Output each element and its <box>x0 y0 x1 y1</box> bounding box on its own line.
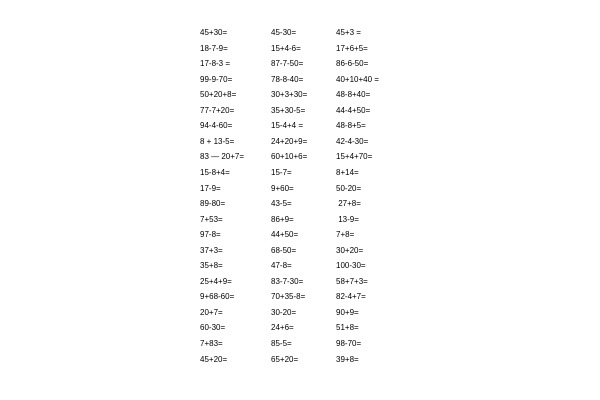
problem-right: 39+8= <box>336 354 359 364</box>
problem-right: 44-4+50= <box>336 105 371 115</box>
problem-right: 90+9= <box>336 307 359 317</box>
problem-middle: 30-20= <box>271 307 297 317</box>
problem-middle: 68-50= <box>271 245 297 255</box>
problem-row <box>0 337 600 351</box>
problem-left: 18-7-9= <box>200 43 228 53</box>
problem-right: 45+3 = <box>336 28 361 37</box>
problem-row <box>0 182 600 196</box>
problem-left: 37+3= <box>200 245 223 255</box>
problem-middle: 85-5= <box>271 339 292 348</box>
problem-left: 25+4+9= <box>200 276 232 286</box>
problem-left: 20+7= <box>200 307 223 317</box>
problem-row <box>0 150 600 164</box>
problem-middle: 70+35-8= <box>271 292 306 302</box>
problem-row <box>0 42 600 56</box>
problem-left: 9+68-60= <box>200 292 235 302</box>
problem-left: 8 + 13-5= <box>200 136 235 146</box>
problem-middle: 78-8-40= <box>271 74 304 84</box>
problem-left: 45+30= <box>200 28 228 37</box>
problem-left: 17-9= <box>200 183 221 193</box>
problem-right: 48-8+40= <box>336 90 371 100</box>
problem-row <box>0 290 600 304</box>
problem-middle: 35+30-5= <box>271 105 306 115</box>
problem-right: 86-6-50= <box>336 59 369 69</box>
problem-row <box>0 73 600 87</box>
problem-left: 97-8= <box>200 230 221 240</box>
problem-right: 13-9= <box>336 214 359 224</box>
problem-row <box>0 228 600 242</box>
problem-row <box>0 119 600 133</box>
problem-row <box>0 244 600 258</box>
problem-row <box>0 259 600 273</box>
problem-row <box>0 104 600 118</box>
problem-middle: 9+60= <box>271 183 294 193</box>
problem-row <box>0 135 600 149</box>
problem-row <box>0 166 600 180</box>
problem-right: 40+10+40 = <box>336 74 379 84</box>
problem-left: 94-4-60= <box>200 121 233 131</box>
problem-left: 83 — 20+7= <box>200 152 245 162</box>
problem-left: 89-80= <box>200 199 226 209</box>
problem-middle: 43-5= <box>271 199 292 209</box>
problem-left: 15-8+4= <box>200 167 230 177</box>
problem-row <box>0 306 600 320</box>
problem-middle: 15-4+4 = <box>271 121 304 131</box>
problem-left: 77-7+20= <box>200 105 235 115</box>
problem-right: 17+6+5= <box>336 43 368 53</box>
problem-middle: 60+10+6= <box>271 152 308 162</box>
problem-middle: 65+20= <box>271 354 299 364</box>
problem-middle: 30+3+30= <box>271 90 308 100</box>
problem-middle: 15+4-6= <box>271 43 301 53</box>
problem-middle: 44+50= <box>271 230 299 240</box>
problem-right: 8+14= <box>336 167 359 177</box>
problem-right: 48-8+5= <box>336 121 366 131</box>
problem-middle: 24+20+9= <box>271 136 308 146</box>
problem-row <box>0 321 600 335</box>
problem-left: 35+8= <box>200 261 223 271</box>
problem-middle: 15-7= <box>271 167 292 177</box>
problem-middle: 24+6= <box>271 323 294 333</box>
problem-row <box>0 197 600 211</box>
problem-left: 50+20+8= <box>200 90 237 100</box>
problem-left: 17-8-3 = <box>200 59 231 69</box>
problem-right: 42-4-30= <box>336 136 369 146</box>
problem-right: 27+8= <box>336 199 361 209</box>
problem-left: 60-30= <box>200 323 226 333</box>
problem-middle: 83-7-30= <box>271 276 304 286</box>
problem-right: 15+4+70= <box>336 152 373 162</box>
problem-middle: 47-8= <box>271 261 292 271</box>
problem-left: 7+83= <box>200 339 223 348</box>
problem-right: 50-20= <box>336 183 362 193</box>
problem-left: 99-9-70= <box>200 74 233 84</box>
problem-left: 7+53= <box>200 214 223 224</box>
problem-right: 82-4+7= <box>336 292 366 302</box>
problem-right: 51+8= <box>336 323 359 333</box>
problem-right: 30+20= <box>336 245 364 255</box>
problem-right: 7+8= <box>336 230 355 240</box>
problem-row <box>0 26 600 40</box>
problem-right: 98-70= <box>336 339 362 348</box>
problem-row <box>0 275 600 289</box>
problem-middle: 87-7-50= <box>271 59 304 69</box>
problem-row <box>0 88 600 102</box>
problem-row <box>0 57 600 71</box>
problem-middle: 45-30= <box>271 28 297 37</box>
problem-left: 45+20= <box>200 354 228 364</box>
problem-middle: 86+9= <box>271 214 294 224</box>
problem-row <box>0 353 600 367</box>
problem-right: 58+7+3= <box>336 276 368 286</box>
problem-right: 100-30= <box>336 261 366 271</box>
problem-row <box>0 213 600 227</box>
